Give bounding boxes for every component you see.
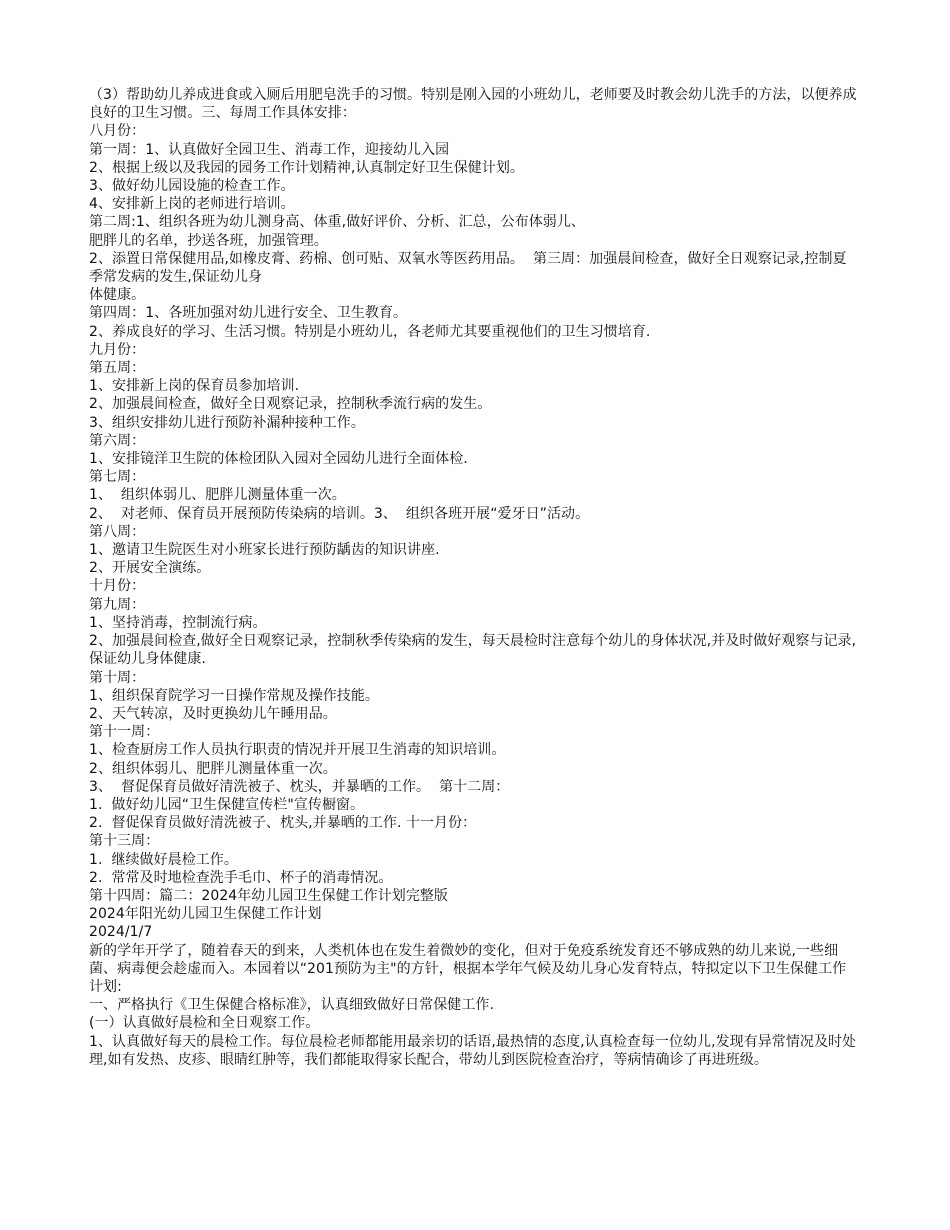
week-5-item-1: 1、安排新上岗的保育员参加培训. [89, 378, 300, 395]
week-2-item-1-cont: 肥胖儿的名单，抄送各班，加强管理。 [89, 232, 328, 249]
week-11-heading: 第十一周： [89, 724, 160, 741]
week-4-item-1: 第四周：1、各班加强对幼儿进行安全、卫生教育。 [89, 305, 408, 322]
week-9-heading: 第九周： [89, 596, 146, 613]
week-13-item-2: 2. 常常及时地检查洗手毛巾、杯子的消毒情况。 [89, 869, 393, 886]
week-8-item-1: 1、邀请卫生院医生对小班家长进行预防龋齿的知识讲座. [89, 542, 440, 559]
week-11-item-1: 1、检查厨房工作人员执行职责的情况并开展卫生消毒的知识培训。 [89, 742, 506, 759]
week-2-item-2-week-3: 2、添置日常保健用品,如橡皮膏、药棉、创可贴、双氧水等医药用品。 第三周：加强晨间检查，做好全日观察记录,控制夏季常发病的发生,保证幼儿身 [89, 250, 847, 286]
month-heading-september: 九月份： [89, 341, 146, 358]
week-8-item-2: 2、开展安全演练。 [89, 560, 211, 577]
week-10-item-2: 2、天气转凉，及时更换幼儿午睡用品。 [89, 705, 337, 722]
week-13-heading: 第十三周： [89, 833, 160, 850]
week-7-item-1: 1、 组织体弱儿、肥胖儿测量体重一次。 [89, 487, 346, 504]
week-14-heading: 第十四周：篇二：2024年幼儿园卫生保健工作计划完整版 [89, 887, 448, 904]
month-heading-august: 八月份： [89, 123, 146, 140]
week-1-item-4: 4、安排新上岗的老师进行培训。 [89, 196, 295, 213]
week-6-heading: 第六周： [89, 432, 146, 449]
week-11-item-2: 2、组织体弱儿、肥胖儿测量体重一次。 [89, 760, 337, 777]
week-2-item-1: 第二周:1、组织各班为幼儿测身高、体重,做好评价、分析、汇总，公布体弱儿、 [89, 214, 585, 231]
intro-paragraph: 新的学年开学了，随着春天的到来，人类机体也在发生着微妙的变化，但对于免疫系统发育还不够成熟的幼儿来说,一些细菌、病毒便会趁虚而入。本园着以“201预防为主"的方针，根据本学年气候及幼儿身心发育特点，特拟定以下卫生保健工作计划: [89, 942, 847, 995]
week-7-heading: 第七周： [89, 469, 146, 486]
section-1-heading: 一、严格执行《卫生保健合格标准》，认真细致做好日常保健工作. [89, 997, 494, 1014]
month-heading-october: 十月份： [89, 578, 146, 595]
week-9-item-2: 2、加强晨间检查,做好全日观察记录，控制秋季传染病的发生，每天晨检时注意每个幼儿的身体状况,并及时做好观察与记录,保证幼儿身体健康. [89, 633, 857, 668]
week-11-item-3: 3、 督促保育员做好清洗被子、枕头，并暴晒的工作。 第十二周： [89, 778, 510, 795]
week-1-item-2: 2、根据上级以及我园的园务工作计划精神,认真制定好卫生保健计划。 [89, 159, 524, 176]
week-6-item-1: 1、安排镜洋卫生院的体检团队入园对全园幼儿进行全面体检. [89, 451, 468, 468]
week-8-heading: 第八周： [89, 523, 146, 540]
morning-check-paragraph: 1、认真做好每天的晨检工作。每位晨检老师都能用最亲切的话语,最热情的态度,认真检查每一位幼儿,发现有异常情况及时处理,如有发热、皮疹、眼睛红肿等，我们都能取得家长配合，带幼儿到医院检查治疗，等病情确诊了再进班级。 [89, 1033, 857, 1068]
week-10-heading: 第十周： [89, 669, 146, 686]
subsection-1-heading: (一）认真做好晨检和全日观察工作。 [89, 1015, 320, 1032]
week-1-item-3: 3、做好幼儿园设施的检查工作。 [89, 178, 295, 195]
week-3-cont: 体健康。 [89, 287, 146, 304]
plan-date: 2024/1/7 [89, 924, 153, 941]
week-10-item-1: 1、组织保育院学习一日操作常规及操作技能。 [89, 687, 379, 704]
week-12-item-1: 1. 做好幼儿园“卫生保健宣传栏"宣传橱窗。 [89, 796, 365, 813]
plan-title: 2024年阳光幼儿园卫生保健工作计划 [89, 906, 322, 923]
week-7-item-2-3: 2、 对老师、保育员开展预防传染病的培训。3、 组织各班开展“爱牙日”活动。 [89, 505, 590, 522]
week-4-item-2: 2、养成良好的学习、生活习惯。特别是小班幼儿，各老师尤其要重视他们的卫生习惯培育. [89, 323, 651, 340]
week-5-heading: 第五周： [89, 360, 146, 377]
week-1-item-1: 第一周：1、认真做好全园卫生、消毒工作，迎接幼儿入园 [89, 141, 450, 158]
week-12-item-2: 2. 督促保育员做好清洗被子、枕头,并暴晒的工作. 十一月份： [89, 815, 477, 832]
document-page [89, 86, 859, 1069]
week-5-item-2: 2、加强晨间检查，做好全日观察记录，控制秋季流行病的发生。 [89, 396, 492, 413]
paragraph-handwashing: （3）帮助幼儿养成进食或入厕后用肥皂洗手的习惯。特别是刚入园的小班幼儿，老师要及时教会幼儿洗手的方法，以便养成良好的卫生习惯。三、每周工作具体安排： [89, 87, 857, 122]
week-5-item-3: 3、组织安排幼儿进行预防补漏种接种工作。 [89, 414, 365, 431]
week-9-item-1: 1、坚持消毒，控制流行病。 [89, 614, 267, 631]
week-13-item-1: 1. 继续做好晨检工作。 [89, 851, 238, 868]
